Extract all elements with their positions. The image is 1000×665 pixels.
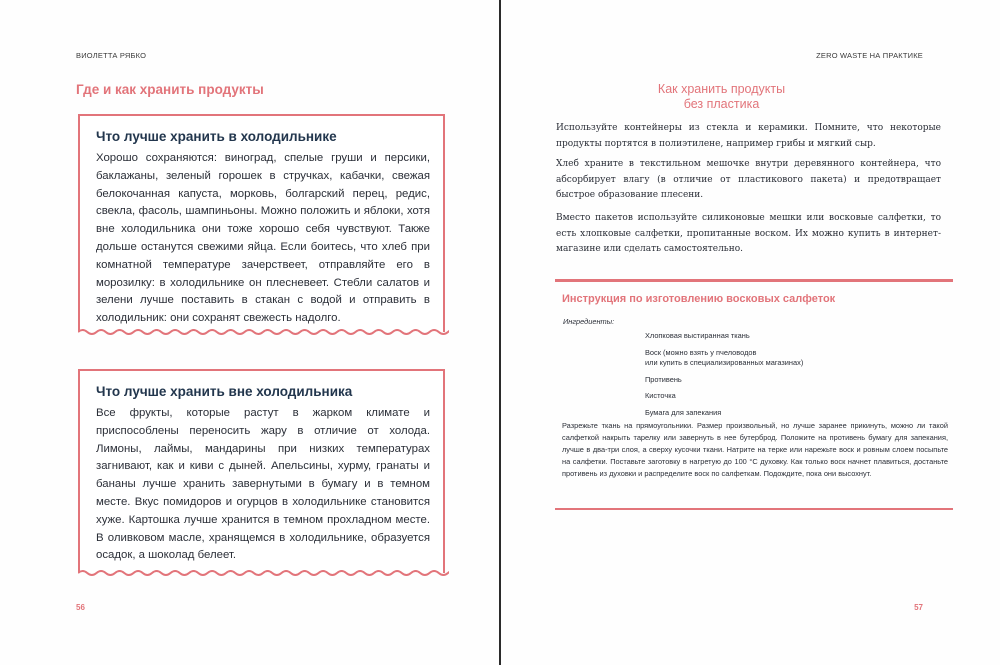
section-title: Где и как хранить продукты [76, 82, 264, 97]
list-item: Кисточка [645, 391, 676, 400]
wavy-border-icon [78, 569, 449, 579]
page-number-left: 56 [76, 603, 85, 612]
right-page [501, 0, 1000, 665]
wavy-border-icon [78, 328, 449, 338]
ingredients-label: Ингредиенты: [563, 317, 615, 326]
instruction-top-rule [555, 279, 953, 282]
list-item: Воск (можно взять у пчеловодов или купить в специализированных магазинах) [645, 347, 804, 367]
right-title-line1: Как хранить продукты [657, 82, 786, 96]
running-head-book: ZERO WASTE НА ПРАКТИКЕ [816, 51, 923, 60]
card-outside-title: Что лучше хранить вне холодильника [96, 384, 353, 399]
list-item: Противень [645, 374, 682, 384]
page-number-right: 57 [914, 603, 923, 612]
instruction-text: Разрежьте ткань на прямоугольники. Размер произвольный, но лучше заранее прикинуть, можно ли такой салфеткой накрыть тарелку или завернуть в нее бутерброд. Положите на противень бумагу для запекания, лучше в два-три слоя, а сверху кусочки ткани. Натрите на терке или нарежьте воск и ровным слоем посыпьте на салфетки. Поставьте заготовку в нагретую до 100 °С духовку. Как только воск начнет плавиться, достаньте противень из духовки и распределите воск по салфеткам. Подождите, пока они высохнут. [562, 421, 948, 478]
paragraph-containers: Используйте контейнеры из стекла и керамики. Помните, что некоторые продукты портятся в полиэтилене, например грибы и мягкий сыр. [556, 123, 941, 149]
card-fridge-text: Хорошо сохраняются: виноград, спелые груши и персики, баклажаны, зеленый горошек в стручках, кабачки, свежая белокочанная капуста, морковь, болгарский перец, редис, свекла, фасоль, шампиньоны. Можно положить и яблоки, хотя вне холодильника они тоже хорошо себя чувствуют. Также дольше останутся свежими яйца. Если боитесь, что хлеб при комнатной температуре зачерствеет, отправляйте его в морозилку: в холодильнике он плесневеет. Стебли салатов и зелени лучше поставить в стакан с водой и отправить в холодильник: они сохранят свежесть надолго. [96, 152, 430, 325]
paragraph-bread: Хлеб храните в текстильном мешочке внутри деревянного контейнера, что абсорбирует влагу (в отличие от пластикового пакета) и предотвращает быстрое образование плесени. [556, 159, 941, 200]
ingredients-list [645, 331, 803, 424]
instruction-bottom-rule [555, 508, 953, 510]
list-item: Бумага для запекания [645, 407, 722, 417]
instruction-title: Инструкция по изготовлению восковых салфеток [562, 293, 836, 305]
paragraph-wax-wraps: Вместо пакетов используйте силиконовые мешки или восковые салфетки, то есть хлопковые салфетки, пропитанные воском. Их можно купить в интернет-магазине или сделать самостоятельно. [556, 213, 941, 254]
card-fridge [78, 114, 445, 332]
right-title-line2: без пластика [683, 97, 760, 111]
card-outside-fridge [78, 369, 445, 573]
card-fridge-title: Что лучше хранить в холодильнике [96, 129, 337, 144]
right-page-title [501, 82, 942, 112]
card-outside-text: Все фрукты, которые растут в жарком климате и приспособлены переносить жару в отличие от холода. Лимоны, лаймы, мандарины при низких температурах загнивают, как и киви с дыней. Апельсины, хурму, гранаты и бананы лучше хранить завернутыми в бумагу и в темном месте. Вкус помидоров и огурцов в холодильнике становится хуже. Картошка лучше хранится в темном прохладном месте. В оливковом масле, хранящемся в холодильнике, образуется осадок, а шоколад белеет. [96, 407, 430, 562]
list-item: Хлопковая выстиранная ткань [645, 331, 750, 340]
running-head-author: ВИОЛЕТТА РЯБКО [76, 51, 147, 60]
